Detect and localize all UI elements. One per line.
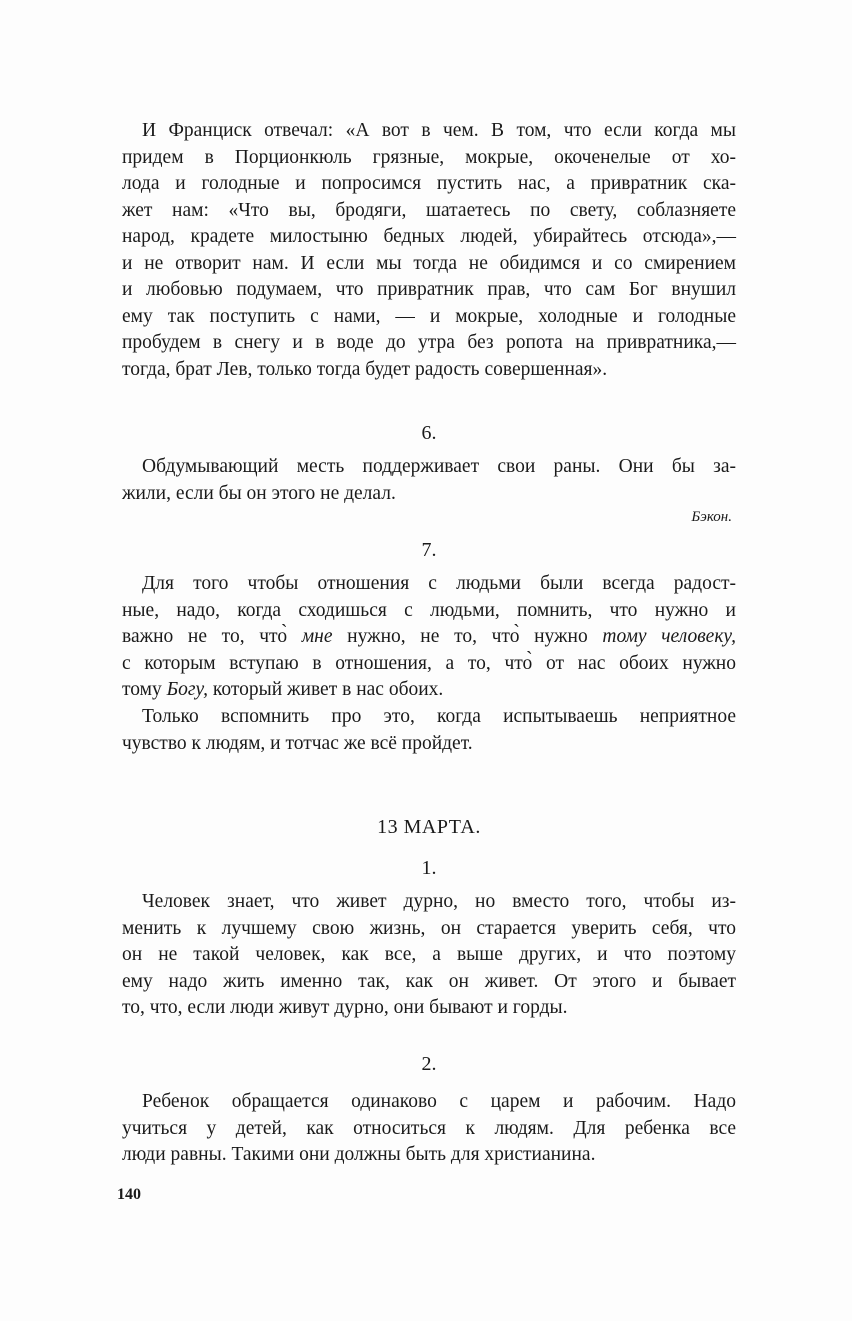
date-heading: 13 МАРТА. — [377, 816, 481, 838]
text-line: Ребенок обращается одинаково с царем и рабочим. Надо — [142, 1091, 736, 1112]
text-line: с которым вступаю в отношения, а то, что̀ от нас обоих нужно — [122, 652, 736, 674]
section-number-2: 2. — [421, 1053, 437, 1075]
author-signature: Бэкон. — [691, 509, 732, 525]
text-line — [122, 677, 736, 704]
text-line: ные, надо, когда сходишься с людьми, помнить, что нужно и — [122, 599, 736, 621]
section-number-6: 6. — [421, 422, 437, 444]
text-line: ему надо жить именно так, как он живет. От этого и бывает — [122, 970, 736, 992]
text-line: народ, крадете милостыню бедных людей, убирайтесь отсюда»,— — [122, 226, 736, 247]
text-line: жили, если бы он этого не делал. — [122, 482, 396, 504]
section-7-paragraph-1 — [122, 571, 736, 704]
text-line: менить к лучшему свою жизнь, он старается уверить себя, что — [122, 917, 736, 939]
text-line: ему так поступить с нами, — и мокрые, холодные и голодные — [122, 305, 736, 327]
text-line: Обдумывающий месть поддерживает свои раны. Они бы за- — [142, 456, 736, 477]
text-line: Человек знает, что живет дурно, но вместо того, чтобы из- — [142, 891, 736, 912]
text-line: Только вспомнить про это, когда испытываешь неприятное — [142, 706, 736, 727]
text-line: тогда, брат Лев, только тогда будет радость совершенная». — [122, 358, 608, 380]
text-fragment: тому — [122, 679, 167, 700]
emphasis: тому человеку, — [602, 626, 736, 647]
text-line: учиться у детей, как относиться к людям. Для ребенка все — [122, 1117, 736, 1139]
text-line: и любовью подумаем, что привратник прав, что сам Бог внушил — [122, 279, 736, 300]
section-7-paragraph-2 — [122, 704, 736, 757]
section-number-7: 7. — [421, 539, 437, 561]
march-section-2-paragraph — [122, 1089, 736, 1169]
emphasis: мне — [301, 626, 333, 647]
text-line: и не отворит нам. И если мы тогда не обидимся и со смирением — [122, 252, 736, 274]
francis-paragraph — [122, 118, 736, 383]
text-line: люди равны. Такими они должны быть для христианина. — [122, 1144, 596, 1165]
text-line: он не такой человек, как все, а выше других, и что поэтому — [122, 944, 736, 965]
text-fragment: нужно, не то, что̀ нужно — [332, 626, 603, 647]
text-line: то, что, если люди живут дурно, они бывают и горды. — [122, 997, 568, 1018]
page-number: 140 — [117, 1186, 141, 1203]
text-line: И Франциск отвечал: «А вот в чем. В том, что если когда мы — [142, 120, 736, 141]
text-line: придем в Порционкюль грязные, мокрые, окоченелые от хо- — [122, 146, 736, 168]
text-line: пробудем в снегу и в воде до утра без ропота на привратника,— — [122, 332, 736, 353]
text-line: лода и голодные и попросимся пустить нас, а привратник ска- — [122, 173, 736, 194]
text-fragment: важно не то, что̀ — [122, 626, 302, 647]
text-line: чувство к людям, и тотчас же всё пройдет. — [122, 732, 473, 754]
text-line: жет нам: «Что вы, бродяги, шатаетесь по свету, соблазняете — [122, 199, 736, 221]
text-line — [122, 624, 736, 651]
section-number-1: 1. — [421, 857, 437, 879]
section-6-paragraph — [122, 454, 736, 507]
text-fragment: который живет в нас обоих. — [208, 679, 444, 700]
march-section-1-paragraph — [122, 889, 736, 1022]
text-line: Для того чтобы отношения с людьми были всегда радост- — [142, 573, 736, 594]
emphasis: Богу, — [166, 679, 209, 700]
